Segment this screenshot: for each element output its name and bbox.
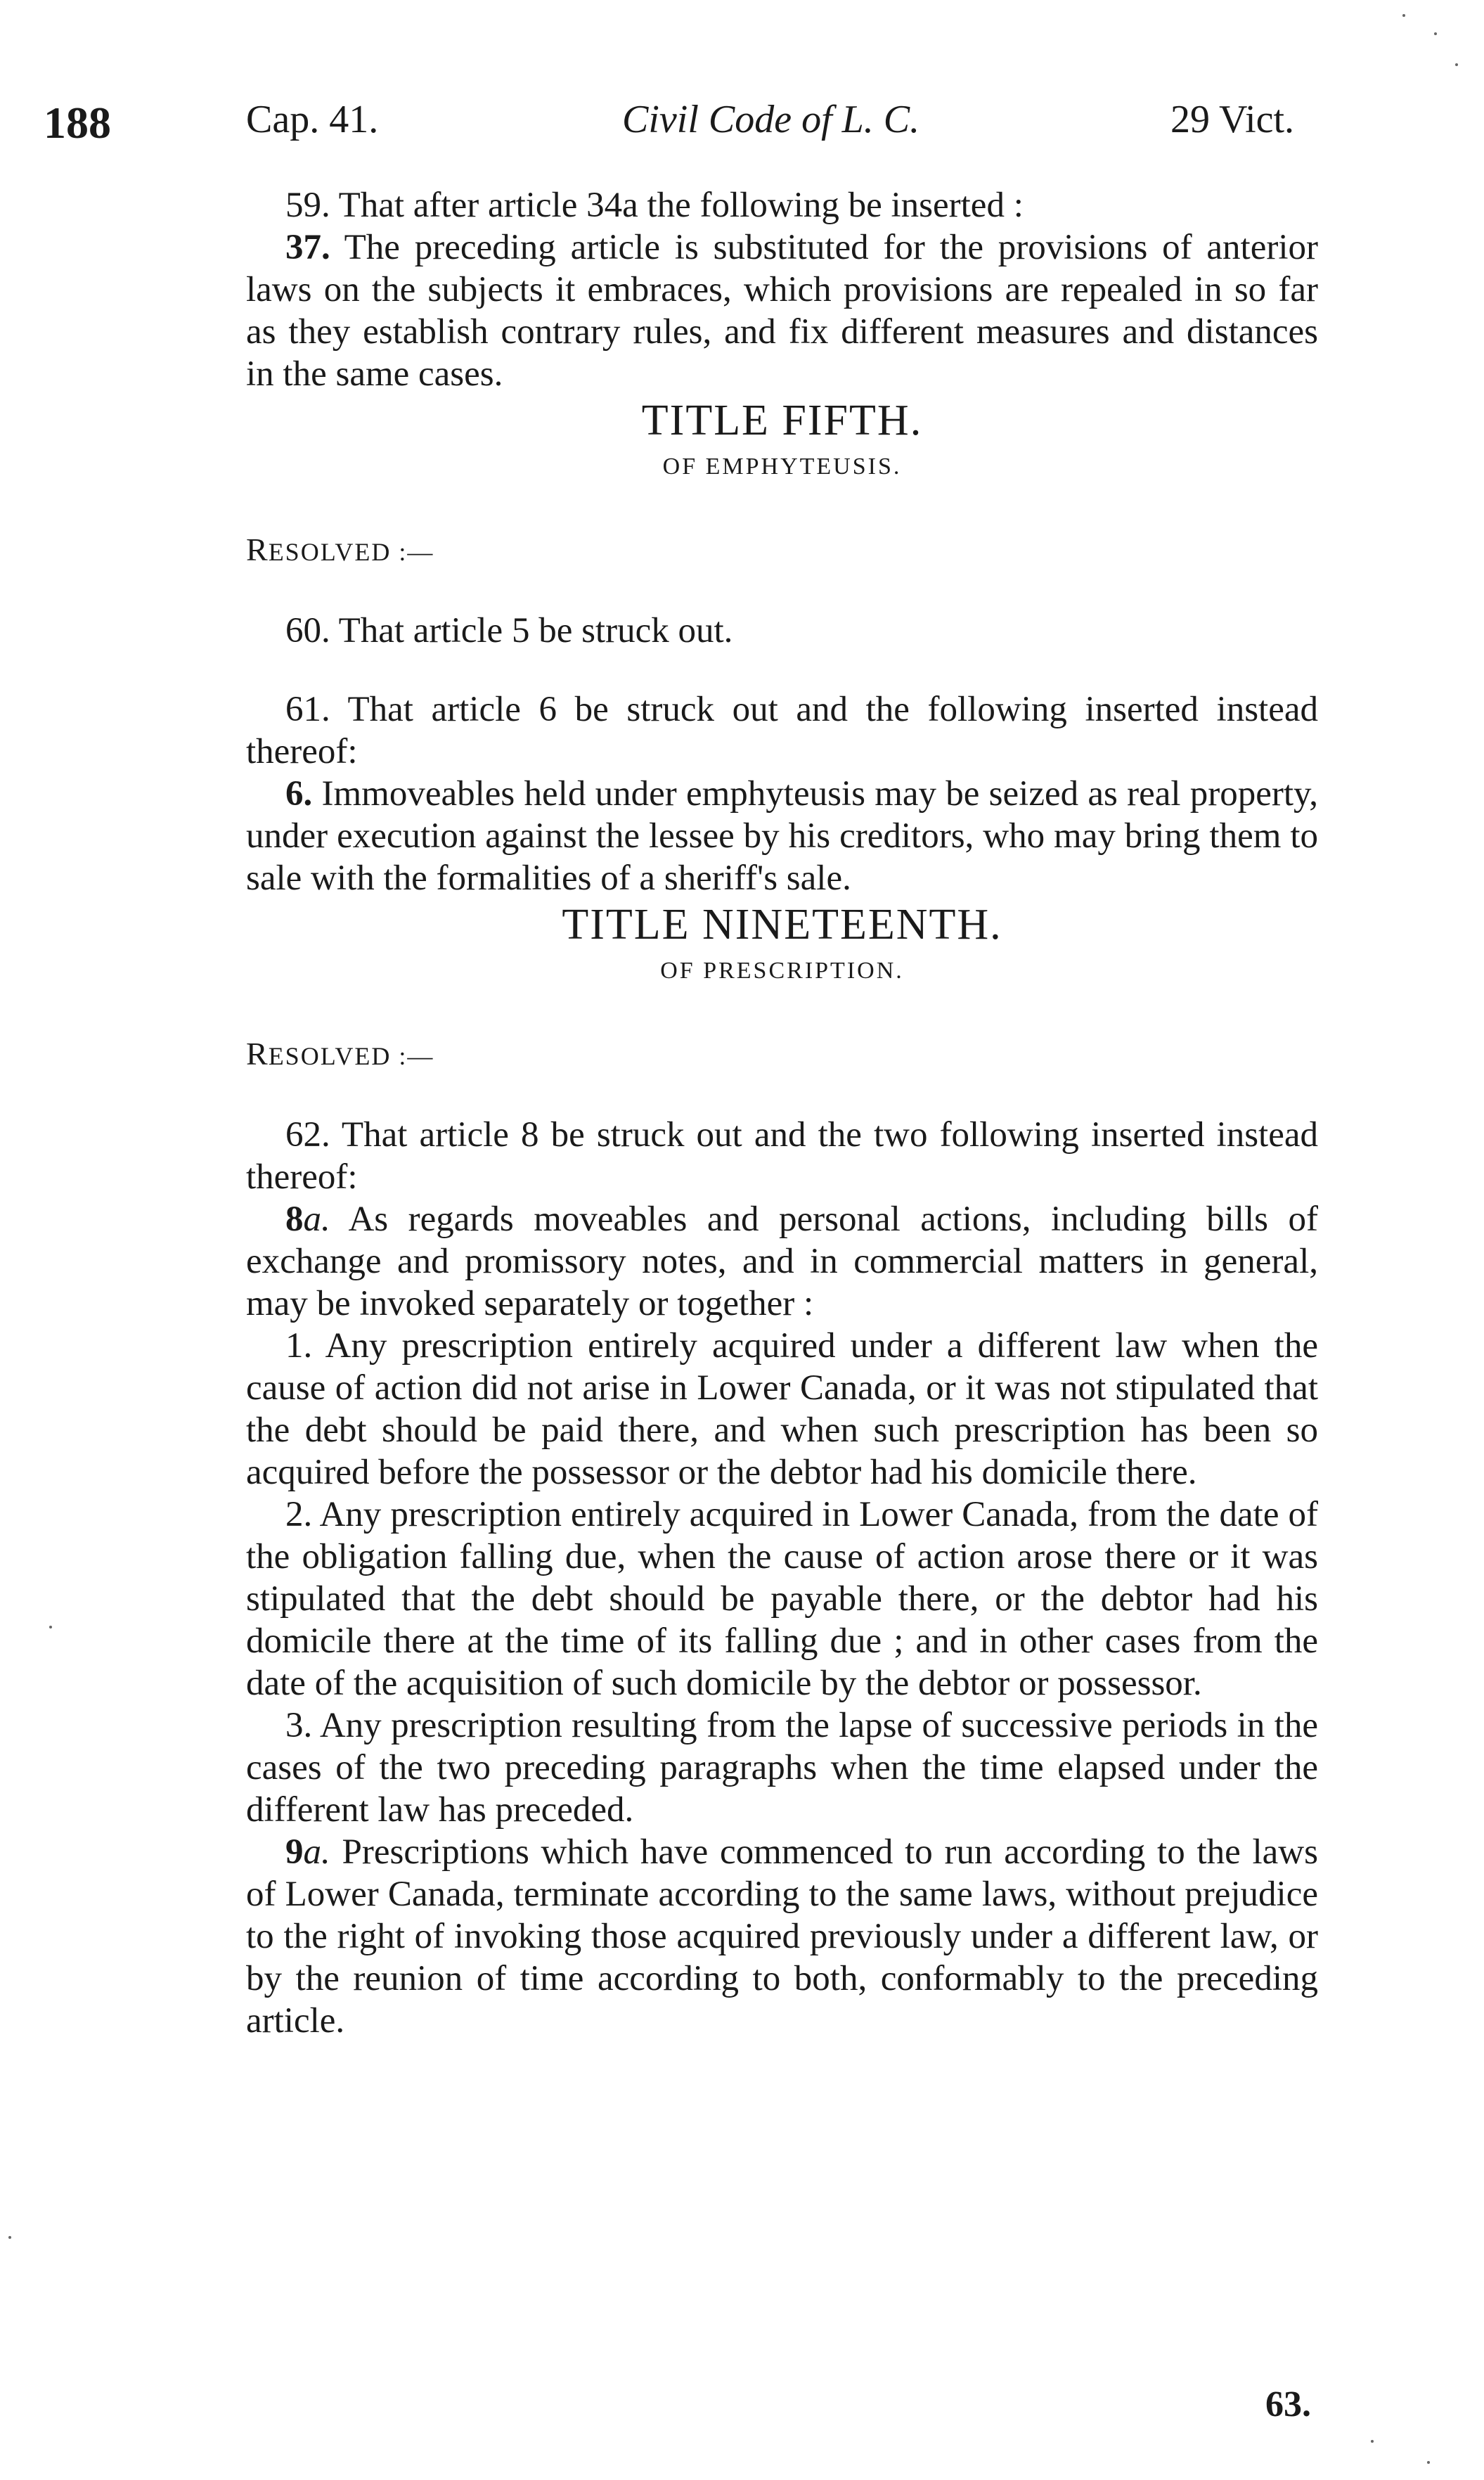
resolution-61: 61. That article 6 be struck out and the following inserted instead thereof: (246, 690, 1318, 771)
title-nineteenth-heading: TITLE NINETEENTH. (562, 901, 1002, 949)
resolved-label-1 (246, 529, 1318, 573)
resolution-62: 62. That article 8 be struck out and the two following inserted instead thereof: (246, 1115, 1318, 1197)
resolved-rest-1: ESOLVED :— (268, 538, 434, 566)
scan-speck (1371, 2440, 1374, 2443)
article-8a (246, 1198, 1318, 1325)
article-8a-item-1: 1. Any prescription entirely acquired under a different law when the cause of action did not arise in Lower Canada, or it was not stipulated that the debt should be paid there, and when such prescription has been so acquired before the possessor or the debtor had his domicile there. (246, 1326, 1318, 1492)
article-9a-letter: a. (303, 1832, 330, 1872)
scan-speck (8, 2236, 11, 2239)
article-37 (246, 226, 1318, 395)
resolution-59: 59. That after article 34a the following be inserted : (285, 186, 1024, 225)
article-8a-item-3: 3. Any prescription resulting from the lapse of successive periods in the cases of the two preceding paragraphs when the time elapsed under the different law has preceded. (246, 1706, 1318, 1830)
article-37-text: The preceding article is substituted for the provisions of anterior laws on the subjects it embraces, which provisions are repealed in so far as they establish contrary rules, and fix different measures and distances in the same cases. (246, 228, 1318, 394)
signature-mark: 63. (1265, 2384, 1311, 2424)
article-37-number: 37. (285, 228, 330, 267)
page-number: 188 (44, 98, 111, 148)
scan-speck (1455, 63, 1458, 66)
resolved-initial-2: R (246, 1036, 269, 1072)
resolved-initial-1: R (246, 532, 269, 567)
article-8a-item-2: 2. Any prescription entirely acquired in Lower Canada, from the date of the obligation falling due, when the cause of action arose there or it was stipulated that the debt should be payable there, or the debtor had his domicile there at the time of its falling due ; and in other cases from the date of the acquisition of such domicile by the debtor or possessor. (246, 1495, 1318, 1703)
resolution-60: 60. That article 5 be struck out. (285, 611, 733, 650)
running-header (0, 97, 1484, 153)
title-fifth-subheading: OF EMPHYTEUSIS. (662, 454, 902, 480)
scan-speck (1434, 32, 1437, 35)
article-8a-number: 8 (285, 1200, 304, 1239)
article-8a-letter: a. (303, 1200, 330, 1239)
title-fifth-heading: TITLE FIFTH. (641, 397, 923, 444)
article-6-number: 6. (285, 774, 313, 814)
article-6 (246, 773, 1318, 899)
scan-speck (49, 1626, 52, 1628)
article-9a-number: 9 (285, 1832, 304, 1872)
chapter-label: Cap. 41. (246, 98, 379, 141)
regnal-year: 29 Vict. (1170, 98, 1295, 141)
body-text (246, 184, 1318, 2042)
article-9a-text: Prescriptions which have commenced to run according to the laws of Lower Canada, terminate according to the same laws, without prejudice to the right of invoking those acquired previously under a different law, or by the reunion of time according to both, conformably to the preceding article. (246, 1832, 1318, 2041)
title-nineteenth-subheading: OF PRESCRIPTION. (660, 958, 904, 984)
article-9a (246, 1831, 1318, 2042)
resolved-rest-2: ESOLVED :— (268, 1042, 434, 1070)
resolved-label-2 (246, 1033, 1318, 1077)
scan-speck (1402, 14, 1405, 17)
scan-speck (1427, 2461, 1430, 2464)
running-title: Civil Code of L. C. (622, 98, 920, 141)
article-8a-text: As regards moveables and personal actions, including bills of exchange and promissory notes, and in commercial matters in general, may be invoked separately or together : (246, 1200, 1318, 1323)
article-6-text: Immoveables held under emphyteusis may be seized as real property, under execution against the lessee by his creditors, who may bring them to sale with the formalities of a sheriff's sale. (246, 774, 1318, 898)
